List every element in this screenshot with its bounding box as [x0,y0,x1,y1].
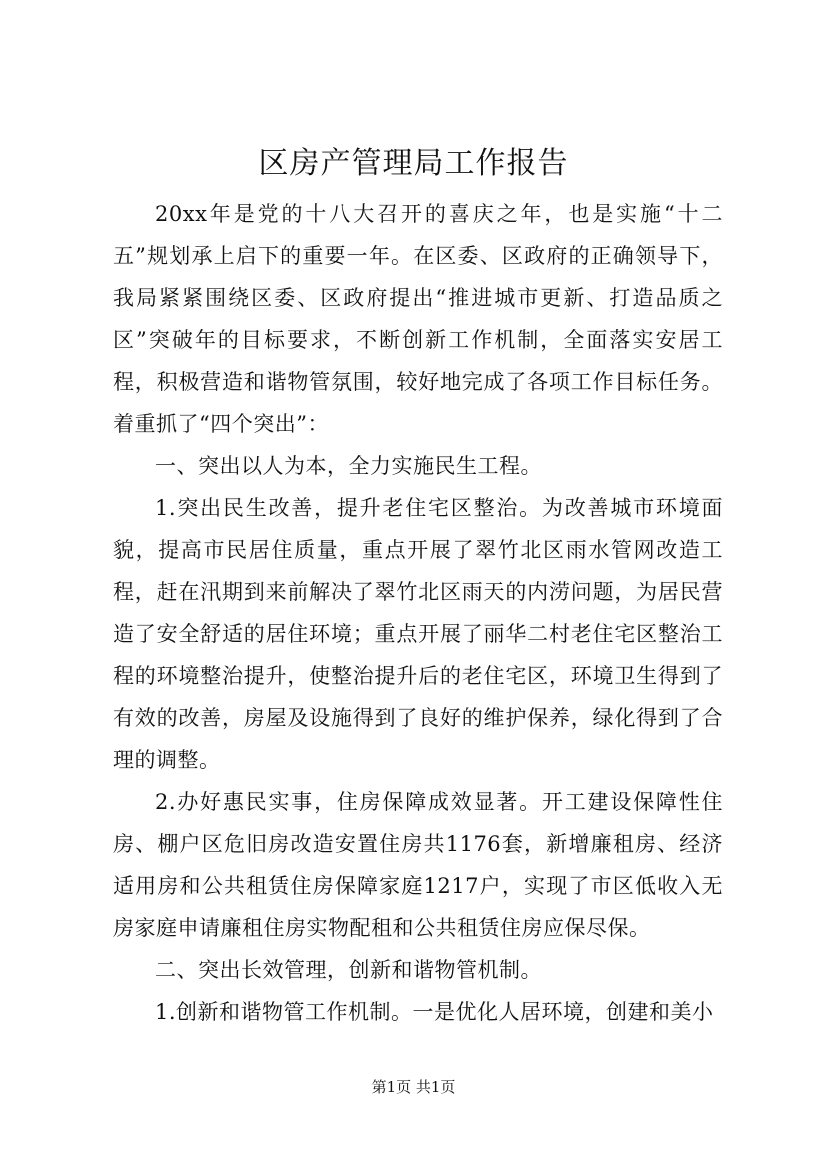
section-heading-1: 一、突出以人为本，全力实施民生工程。 [155,454,542,478]
paragraph-1-1: 1.突出民生改善，提升老住宅区整治。为改善城市环境面貌，提高市民居住质量，重点开展了翠竹北区雨水管网改造工程，赶在汛期到来前解决了翠竹北区雨天的内涝问题，为居民营造了安全舒适的居住环境；重点开展了丽华二村老住宅区整治工程的环境整治提升，使整治提升后的老住宅区，环境卫生得到了有效的改善，房屋及设施得到了良好的维护保养，绿化得到了合理的调整。 [113,496,723,772]
section-heading-2: 二、突出长效管理，创新和谐物管机制。 [155,958,542,982]
intro-paragraph: 20xx年是党的十八大召开的喜庆之年，也是实施“十二五”规划承上启下的重要一年。在区委、区政府的正确领导下，我局紧紧围绕区委、区政府提出“推进城市更新、打造品质之区”突破年的目标要求，不断创新工作机制，全面落实安居工程，积极营造和谐物管氛围，较好地完成了各项工作目标任务。着重抓了“四个突出”： [113,202,723,436]
page-footer: 第1页 共1页 [371,1078,456,1096]
paragraph-1-2: 2.办好惠民实事，住房保障成效显著。开工建设保障性住房、棚户区危旧房改造安置住房共1176套，新增廉租房、经济适用房和公共租赁住房保障家庭1217户，实现了市区低收入无房家庭申请廉租住房实物配租和公共租赁住房应保尽保。 [113,790,723,940]
paragraph-2-1: 1.创新和谐物管工作机制。一是优化人居环境，创建和美小 [155,1000,714,1024]
document-body [113,193,723,1033]
document-title: 区房产管理局工作报告 [258,146,569,181]
